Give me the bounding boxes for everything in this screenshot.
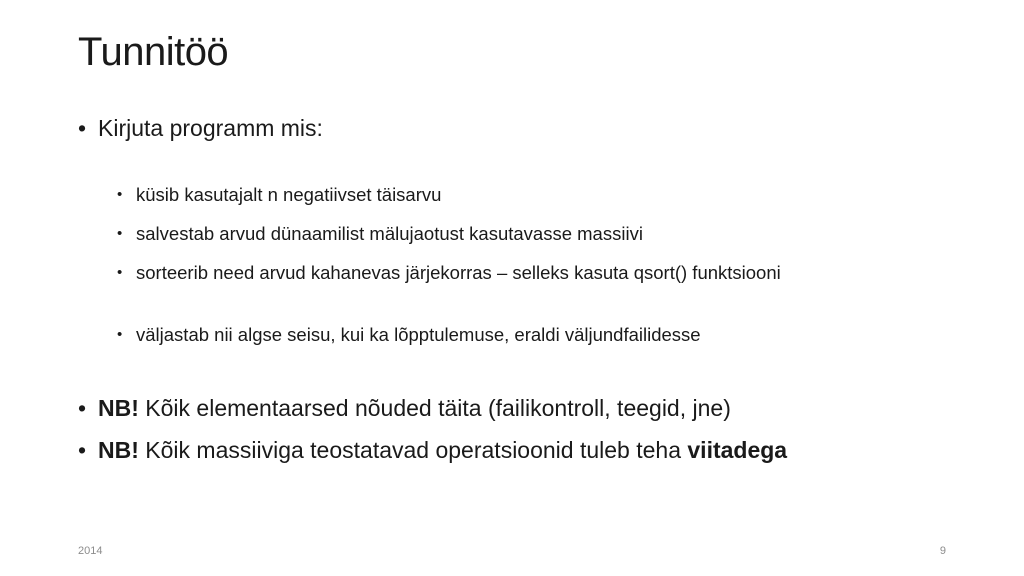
sub-bullet-dot: •	[117, 264, 123, 281]
note-1-label: NB!	[98, 395, 139, 421]
sub-item-text: väljastab nii algse seisu, kui ka lõpptulemuse, eraldi väljundfailidesse	[136, 324, 701, 345]
footer-date: 2014	[78, 545, 103, 557]
sub-item-text: küsib kasutajalt n negatiivset täisarvu	[136, 184, 442, 205]
note-1-text: Kõik elementaarsed nõuded täita (failikontroll, teegid, jne)	[138, 395, 731, 421]
sub-item	[117, 222, 877, 246]
bullet-main	[78, 114, 323, 142]
sub-bullet-dot: •	[117, 186, 123, 203]
sub-item	[117, 261, 837, 285]
bullet-dot: •	[78, 115, 87, 141]
note-1	[78, 394, 731, 422]
sub-item-text: sorteerib need arvud kahanevas järjekorras – selleks kasuta qsort() funktsiooni	[136, 262, 781, 283]
sub-item	[117, 183, 877, 207]
note-2-label: NB!	[98, 437, 139, 463]
sub-bullet-dot: •	[117, 326, 123, 343]
note-2-text: Kõik massiiviga teostatavad operatsioonid tuleb teha	[138, 437, 688, 463]
bullet-dot: •	[78, 437, 87, 463]
bullet-dot: •	[78, 395, 87, 421]
sub-item	[117, 323, 877, 347]
bullet-main-text: Kirjuta programm mis:	[98, 115, 323, 141]
slide-number: 9	[939, 545, 946, 557]
note-2	[78, 436, 787, 464]
sub-item-text: salvestab arvud dünaamilist mälujaotust kasutavasse massiivi	[136, 223, 643, 244]
note-2-emphasis: viitadega	[687, 437, 788, 463]
slide-title: Tunnitöö	[78, 30, 229, 74]
sub-bullet-dot: •	[117, 225, 123, 242]
